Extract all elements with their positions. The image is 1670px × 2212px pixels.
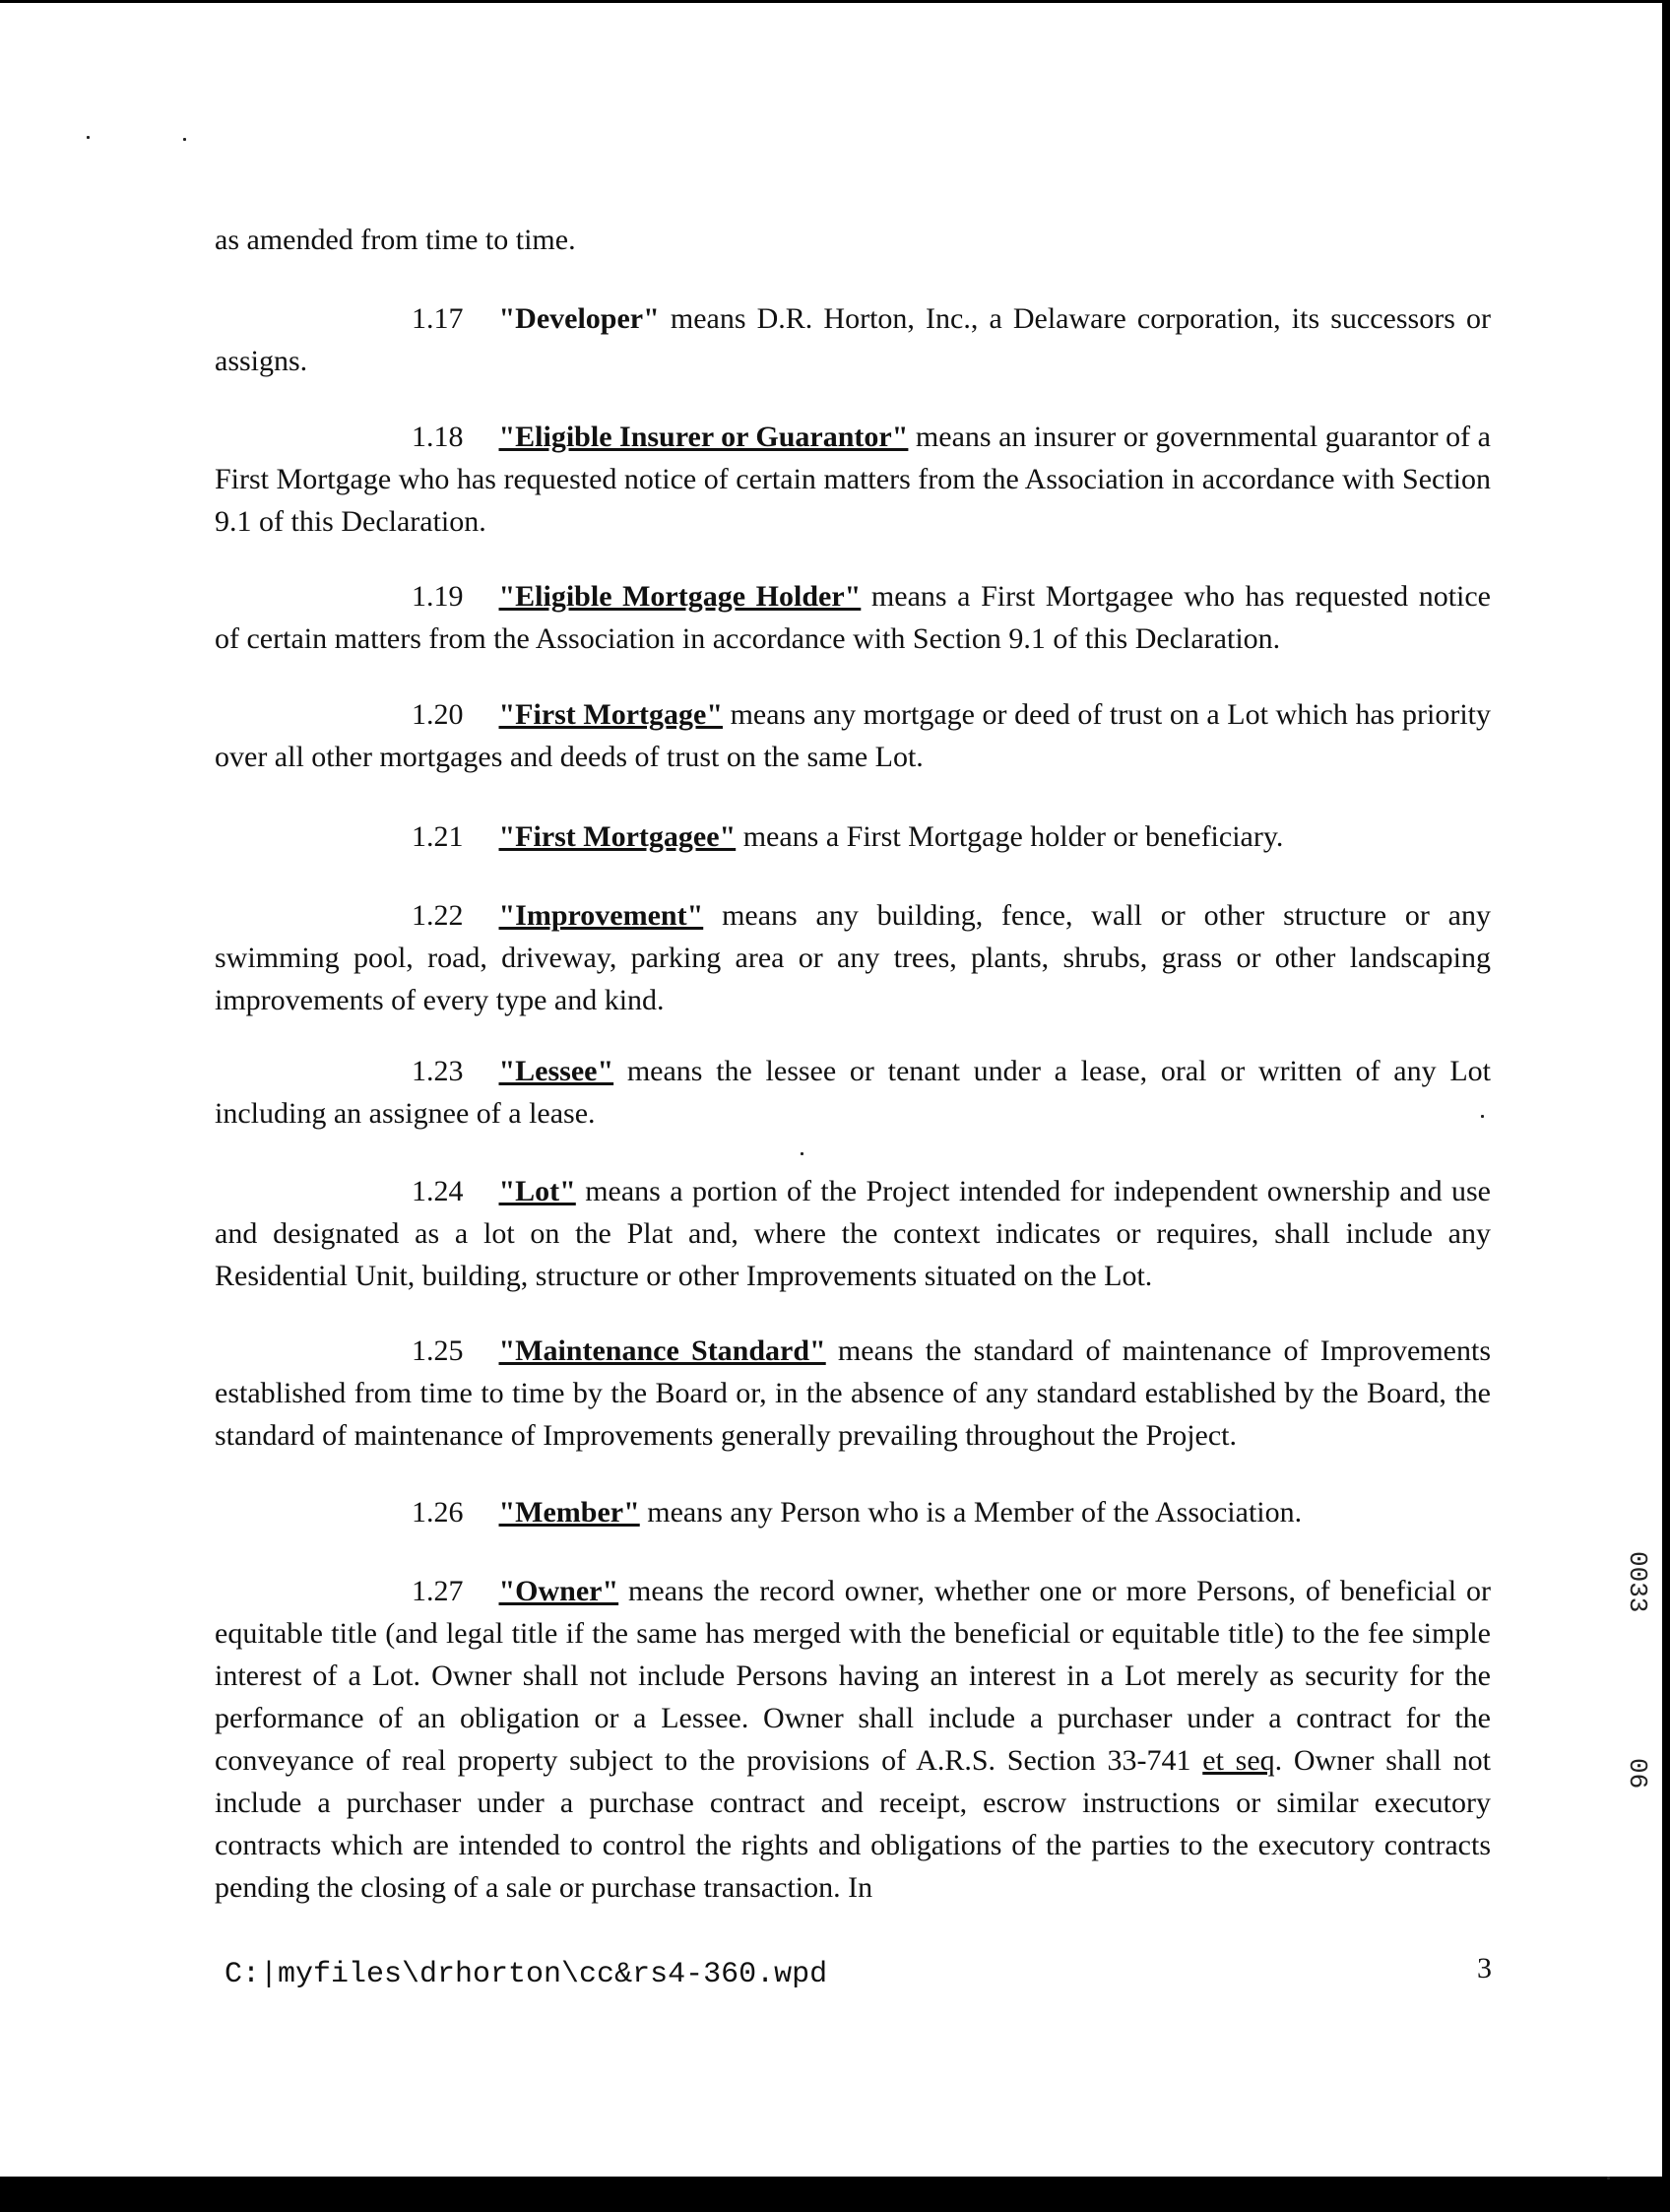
defined-term: "Maintenance Standard" <box>498 1334 826 1367</box>
section-1-18 <box>215 416 1491 543</box>
definition-text: means the record owner, whether one or more Persons, of beneficial or equitable title (and legal title if the same has merged with the beneficial or equitable title) to the fee simple interest of a Lot. Owner shall not include Persons having an interest in a Lot merely as security for the performance of an obligation or a Lessee. Owner shall include a purchaser under a contract for the conveyance of real property subject to the provisions of A.R.S. Section 33-741 <box>215 1575 1491 1777</box>
defined-term: "Eligible Mortgage Holder" <box>498 580 862 613</box>
defined-term: "Lessee" <box>498 1055 614 1087</box>
et-seq-citation: et seq <box>1202 1744 1275 1777</box>
scan-speck <box>183 138 186 141</box>
definition-text: means a portion of the Project intended for independent ownership and use and designated as a lot on the Plat and, where the context indicates or requires, shall include any Residential Unit, building, structure or other Improvements situated on the Lot. <box>215 1175 1491 1292</box>
section-1-21 <box>215 815 1491 858</box>
section-number: 1.23 <box>412 1055 464 1087</box>
definition-text: means the standard of maintenance of Improvements established from time to time by the Board or, in the absence of any standard established by the Board, the standard of maintenance of Improvements generally prevailing throughout the Project. <box>215 1334 1491 1452</box>
section-number: 1.24 <box>412 1175 464 1207</box>
margin-recording-stamp <box>1621 1551 1660 1876</box>
stamp-number-top: 0033 <box>1623 1551 1652 1613</box>
section-1-23 <box>215 1050 1491 1135</box>
section-number: 1.18 <box>412 421 464 453</box>
section-number: 1.20 <box>412 698 464 731</box>
section-1-19 <box>215 575 1491 660</box>
footer-page-number: 3 <box>1477 1952 1492 1984</box>
section-1-22 <box>215 894 1491 1021</box>
defined-term: "First Mortgage" <box>498 698 723 731</box>
definition-text: means any mortgage or deed of trust on a Lot which has priority over all other mortgages and deeds of trust on the same Lot. <box>215 698 1492 773</box>
definition-text: means the lessee or tenant under a lease, oral or written of any Lot including an assignee of a lease. <box>215 1055 1491 1130</box>
stamp-number-bottom: 06 <box>1623 1758 1652 1789</box>
scan-edge-right <box>1662 0 1670 2212</box>
definition-text-continued: . Owner shall not include a purchaser under a purchase contract and receipt, escrow instructions or similar executory contracts which are intended to control the rights and obligations of the parties to the executory contracts pending the closing of a sale or purchase transaction. In <box>215 1744 1492 1904</box>
defined-term: "Eligible Insurer or Guarantor" <box>498 421 909 453</box>
scan-edge-bottom <box>0 2177 1670 2212</box>
section-number: 1.25 <box>412 1334 464 1367</box>
defined-term: "Improvement" <box>498 899 704 932</box>
section-number: 1.19 <box>412 580 464 613</box>
section-number: 1.27 <box>412 1575 464 1607</box>
section-number: 1.21 <box>412 820 464 853</box>
section-1-17 <box>215 297 1491 382</box>
scan-speck <box>1607 2177 1610 2179</box>
definition-text: means a First Mortgagee who has requested notice of certain matters from the Association in accordance with Section 9.1 of this Declaration. <box>215 580 1491 655</box>
intro-line: as amended from time to time. <box>215 224 576 256</box>
definition-text: means any building, fence, wall or other structure or any swimming pool, road, driveway, parking area or any trees, plants, shrubs, grass or other landscaping improvements of every type and kind. <box>215 899 1491 1016</box>
footer-file-path: C:|myfiles\drhorton\cc&rs4-360.wpd <box>225 1958 828 1991</box>
section-number: 1.17 <box>412 302 464 335</box>
defined-term: "Lot" <box>498 1175 576 1207</box>
scan-speck <box>801 1152 803 1155</box>
scan-edge-top <box>0 0 1670 3</box>
defined-term: "Owner" <box>498 1575 619 1607</box>
section-1-26 <box>215 1491 1491 1533</box>
definition-text: means an insurer or governmental guarantor of a First Mortgage who has requested notice of certain matters from the Association in accordance with Section 9.1 of this Declaration. <box>215 421 1491 538</box>
section-number: 1.22 <box>412 899 464 932</box>
section-1-25 <box>215 1330 1491 1457</box>
scan-speck <box>87 136 90 139</box>
definition-text: means D.R. Horton, Inc., a Delaware corporation, its successors or assigns. <box>215 302 1491 377</box>
defined-term: "First Mortgagee" <box>498 820 737 853</box>
section-number: 1.26 <box>412 1496 464 1529</box>
section-1-24 <box>215 1170 1491 1297</box>
defined-term: "Developer" <box>498 302 660 335</box>
section-1-27 <box>215 1570 1491 1909</box>
section-1-20 <box>215 693 1491 778</box>
definition-text: means any Person who is a Member of the Association. <box>639 1496 1303 1529</box>
definition-text: means a First Mortgage holder or beneficiary. <box>736 820 1284 853</box>
defined-term: "Member" <box>498 1496 640 1529</box>
